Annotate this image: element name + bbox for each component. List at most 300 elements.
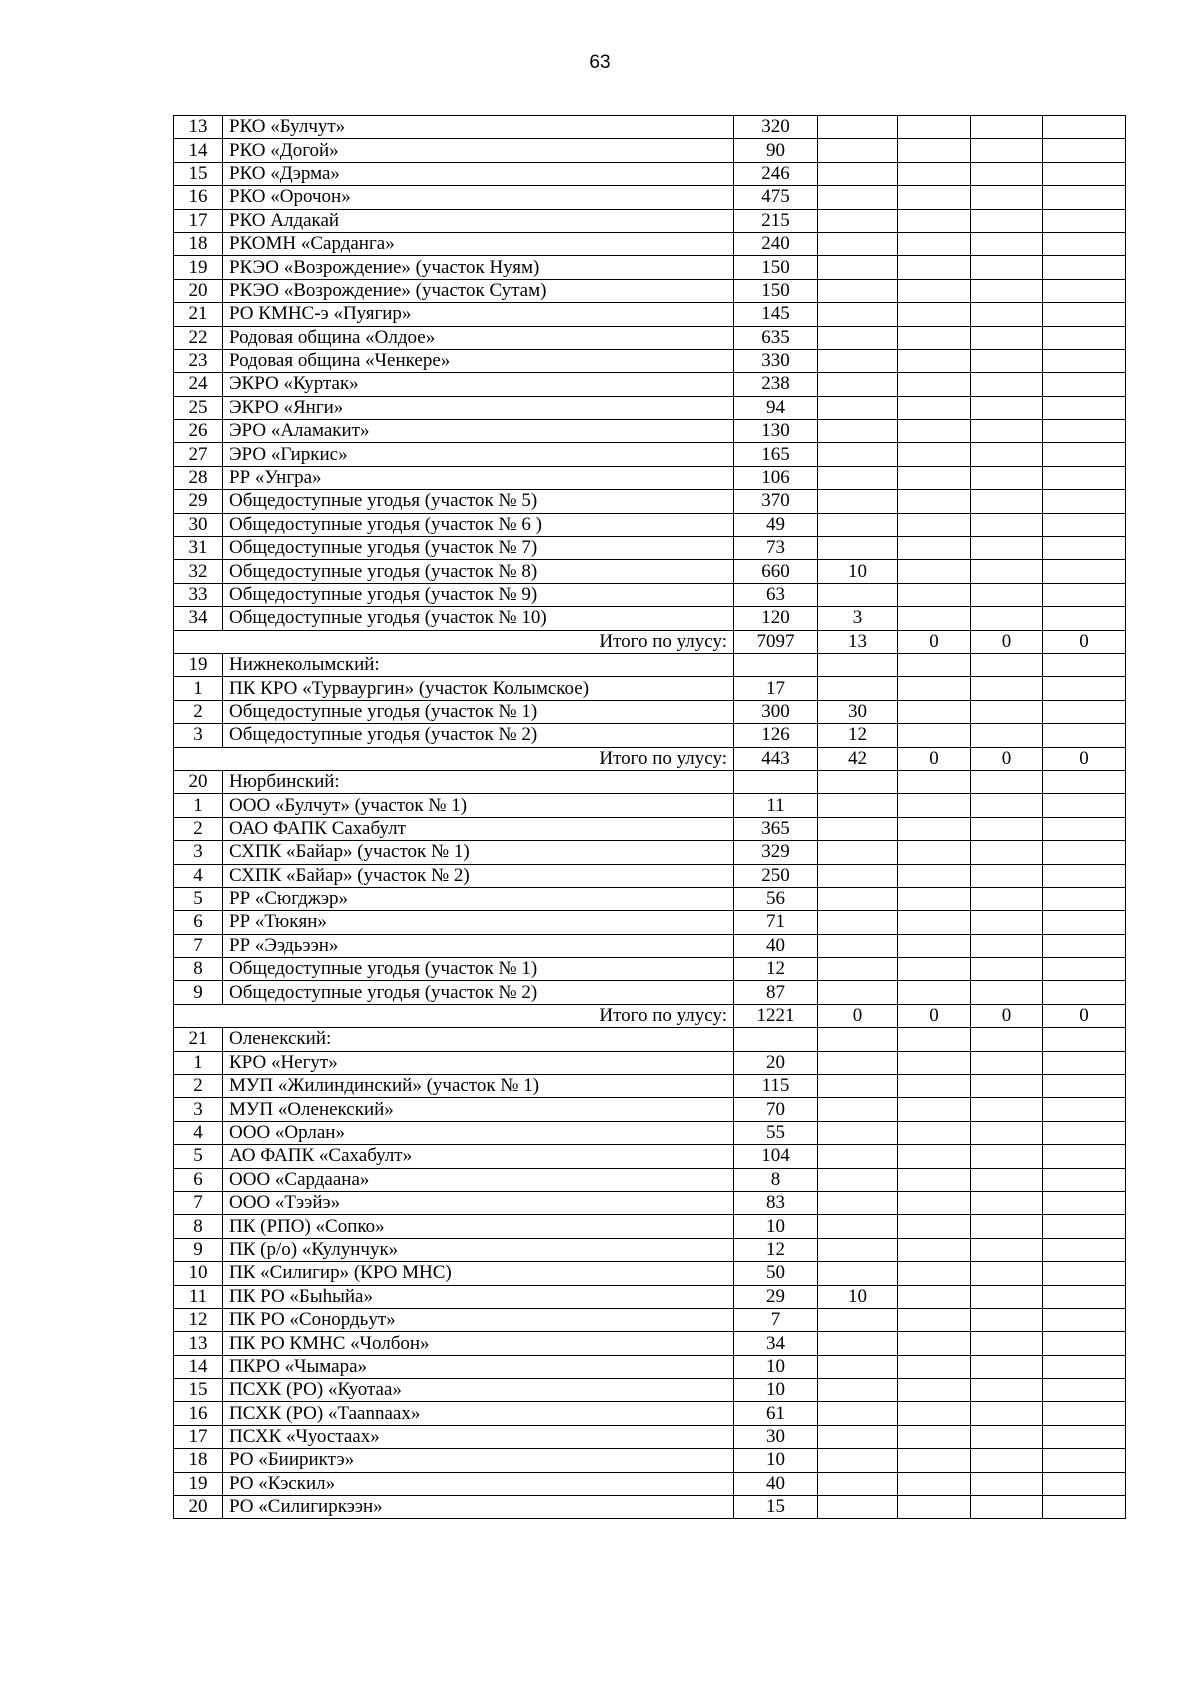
value-cell-5: [1043, 700, 1126, 723]
row-number: 32: [174, 560, 223, 583]
row-number: 34: [174, 607, 223, 630]
value-cell-2: [818, 653, 898, 676]
value-cell-2: [818, 373, 898, 396]
value-cell-5: [1043, 981, 1126, 1004]
table-row: [174, 1425, 1126, 1448]
value-cell-4: [971, 1496, 1043, 1519]
value-cell-3: [898, 1075, 971, 1098]
value-cell-4: [971, 841, 1043, 864]
value-cell-2: [818, 1449, 898, 1472]
value-cell-2: [818, 1472, 898, 1495]
value-cell-2: 13: [818, 630, 898, 653]
value-cell-3: [898, 1262, 971, 1285]
row-number: 17: [174, 209, 223, 232]
district-name: Оленекский:: [223, 1028, 734, 1051]
value-cell-3: [898, 1145, 971, 1168]
value-cell-2: [818, 794, 898, 817]
value-cell-3: [898, 396, 971, 419]
value-cell-5: [1043, 116, 1126, 139]
value-cell-5: [1043, 326, 1126, 349]
organization-name: ЭКРО «Куртак»: [223, 373, 734, 396]
value-cell-3: [898, 607, 971, 630]
value-cell-2: [818, 537, 898, 560]
table-row: [174, 1355, 1126, 1378]
value-cell-2: [818, 256, 898, 279]
table-row: [174, 794, 1126, 817]
value-cell-5: [1043, 1191, 1126, 1214]
value-cell-4: [971, 162, 1043, 185]
row-number: 3: [174, 724, 223, 747]
value-cell-1: 10: [734, 1215, 818, 1238]
value-cell-2: 0: [818, 1004, 898, 1027]
table-row: [174, 1308, 1126, 1331]
value-cell-3: [898, 349, 971, 372]
table-row: [174, 700, 1126, 723]
total-row: [174, 630, 1126, 653]
value-cell-2: [818, 1238, 898, 1261]
section-row: [174, 770, 1126, 793]
row-number: 23: [174, 349, 223, 372]
value-cell-3: [898, 841, 971, 864]
district-name: Нижнеколымский:: [223, 653, 734, 676]
value-cell-4: [971, 1191, 1043, 1214]
organization-name: Общедоступные угодья (участок № 9): [223, 583, 734, 606]
value-cell-1: 126: [734, 724, 818, 747]
organization-name: Общедоступные угодья (участок № 1): [223, 700, 734, 723]
value-cell-2: 42: [818, 747, 898, 770]
value-cell-4: [971, 420, 1043, 443]
value-cell-2: [818, 1402, 898, 1425]
value-cell-4: [971, 490, 1043, 513]
table-row: [174, 724, 1126, 747]
value-cell-3: [898, 1425, 971, 1448]
row-number: 1: [174, 794, 223, 817]
value-cell-4: [971, 1402, 1043, 1425]
table-row: [174, 162, 1126, 185]
row-number: 3: [174, 841, 223, 864]
value-cell-4: [971, 1121, 1043, 1144]
table-row: [174, 232, 1126, 255]
value-cell-3: [898, 1051, 971, 1074]
value-cell-3: [898, 1402, 971, 1425]
value-cell-1: 475: [734, 186, 818, 209]
table-row: [174, 279, 1126, 302]
value-cell-1: 145: [734, 303, 818, 326]
organization-name: СХПК «Байар» (участок № 2): [223, 864, 734, 887]
value-cell-5: [1043, 817, 1126, 840]
table-row: [174, 560, 1126, 583]
row-number: 30: [174, 513, 223, 536]
value-cell-2: [818, 232, 898, 255]
value-cell-3: [898, 1472, 971, 1495]
value-cell-3: [898, 139, 971, 162]
value-cell-1: 34: [734, 1332, 818, 1355]
row-number: 14: [174, 1355, 223, 1378]
organization-name: РКЭО «Возрождение» (участок Нуям): [223, 256, 734, 279]
organization-name: Общедоступные угодья (участок № 6 ): [223, 513, 734, 536]
table-row: [174, 443, 1126, 466]
row-number: 25: [174, 396, 223, 419]
value-cell-5: [1043, 958, 1126, 981]
value-cell-3: [898, 1496, 971, 1519]
value-cell-2: [818, 1379, 898, 1402]
value-cell-3: 0: [898, 747, 971, 770]
organization-name: РО «Биириктэ»: [223, 1449, 734, 1472]
value-cell-1: 55: [734, 1121, 818, 1144]
table-row: [174, 1145, 1126, 1168]
value-cell-2: [818, 1332, 898, 1355]
table-row: [174, 958, 1126, 981]
value-cell-4: [971, 1379, 1043, 1402]
table-row: [174, 326, 1126, 349]
value-cell-2: [818, 1098, 898, 1121]
value-cell-1: 330: [734, 349, 818, 372]
value-cell-2: 10: [818, 1285, 898, 1308]
organization-name: РР «Сюгджэр»: [223, 887, 734, 910]
value-cell-2: 3: [818, 607, 898, 630]
value-cell-5: [1043, 1262, 1126, 1285]
value-cell-4: [971, 373, 1043, 396]
value-cell-4: [971, 1308, 1043, 1331]
value-cell-3: [898, 887, 971, 910]
value-cell-1: 87: [734, 981, 818, 1004]
value-cell-4: [971, 256, 1043, 279]
value-cell-1: 238: [734, 373, 818, 396]
organization-name: ПК (РПО) «Сопко»: [223, 1215, 734, 1238]
value-cell-1: 49: [734, 513, 818, 536]
value-cell-5: [1043, 1402, 1126, 1425]
value-cell-4: [971, 1285, 1043, 1308]
value-cell-4: [971, 887, 1043, 910]
value-cell-3: [898, 279, 971, 302]
organization-name: ЭРО «Аламакит»: [223, 420, 734, 443]
value-cell-5: [1043, 1145, 1126, 1168]
value-cell-5: [1043, 1215, 1126, 1238]
row-number: 20: [174, 770, 223, 793]
table-row: [174, 607, 1126, 630]
table-row: [174, 1449, 1126, 1472]
row-number: 1: [174, 1051, 223, 1074]
value-cell-1: 10: [734, 1355, 818, 1378]
table-row: [174, 1098, 1126, 1121]
value-cell-4: [971, 1098, 1043, 1121]
value-cell-2: [818, 396, 898, 419]
row-number: 8: [174, 1215, 223, 1238]
row-number: 20: [174, 279, 223, 302]
value-cell-4: [971, 794, 1043, 817]
row-number: 15: [174, 1379, 223, 1402]
value-cell-4: [971, 911, 1043, 934]
value-cell-4: [971, 1028, 1043, 1051]
table-row: [174, 186, 1126, 209]
value-cell-1: 1221: [734, 1004, 818, 1027]
row-number: 5: [174, 887, 223, 910]
value-cell-5: [1043, 162, 1126, 185]
value-cell-2: [818, 349, 898, 372]
organization-name: ООО «Тээйэ»: [223, 1191, 734, 1214]
value-cell-1: 20: [734, 1051, 818, 1074]
value-cell-1: 443: [734, 747, 818, 770]
value-cell-2: [818, 817, 898, 840]
value-cell-4: [971, 817, 1043, 840]
value-cell-2: [818, 1028, 898, 1051]
table-row: [174, 139, 1126, 162]
value-cell-4: [971, 303, 1043, 326]
value-cell-3: [898, 116, 971, 139]
table-body: [174, 116, 1126, 1519]
total-label: Итого по улусу:: [174, 1004, 734, 1027]
organization-name: Общедоступные угодья (участок № 2): [223, 981, 734, 1004]
value-cell-4: [971, 934, 1043, 957]
value-cell-3: [898, 466, 971, 489]
value-cell-1: 83: [734, 1191, 818, 1214]
value-cell-2: [818, 326, 898, 349]
organization-name: ЭКРО «Янги»: [223, 396, 734, 419]
value-cell-5: [1043, 420, 1126, 443]
value-cell-2: [818, 466, 898, 489]
row-number: 29: [174, 490, 223, 513]
value-cell-3: [898, 1238, 971, 1261]
organization-name: СХПК «Байар» (участок № 1): [223, 841, 734, 864]
value-cell-5: 0: [1043, 747, 1126, 770]
table-row: [174, 981, 1126, 1004]
table-row: [174, 934, 1126, 957]
organization-name: ЭРО «Гиркис»: [223, 443, 734, 466]
district-name: Нюрбинский:: [223, 770, 734, 793]
value-cell-1: 73: [734, 537, 818, 560]
organization-name: РКО «Догой»: [223, 139, 734, 162]
table-row: [174, 817, 1126, 840]
value-cell-2: [818, 209, 898, 232]
value-cell-1: 71: [734, 911, 818, 934]
value-cell-2: [818, 583, 898, 606]
value-cell-5: [1043, 1449, 1126, 1472]
value-cell-2: [818, 443, 898, 466]
value-cell-2: [818, 1075, 898, 1098]
row-number: 19: [174, 1472, 223, 1495]
organization-name: МУП «Жилиндинский» (участок № 1): [223, 1075, 734, 1098]
value-cell-2: [818, 162, 898, 185]
value-cell-5: [1043, 139, 1126, 162]
row-number: 3: [174, 1098, 223, 1121]
value-cell-1: 240: [734, 232, 818, 255]
value-cell-3: [898, 537, 971, 560]
table-row: [174, 864, 1126, 887]
value-cell-1: [734, 653, 818, 676]
value-cell-5: [1043, 1168, 1126, 1191]
value-cell-2: 10: [818, 560, 898, 583]
value-cell-5: [1043, 396, 1126, 419]
organization-name: ПК «Силигир» (КРО МНС): [223, 1262, 734, 1285]
table-row: [174, 513, 1126, 536]
value-cell-3: [898, 232, 971, 255]
value-cell-1: 150: [734, 256, 818, 279]
row-number: 14: [174, 139, 223, 162]
organization-name: АО ФАПК «Сахабулт»: [223, 1145, 734, 1168]
value-cell-1: 90: [734, 139, 818, 162]
row-number: 9: [174, 1238, 223, 1261]
table-row: [174, 303, 1126, 326]
value-cell-1: 17: [734, 677, 818, 700]
value-cell-2: [818, 911, 898, 934]
value-cell-3: [898, 583, 971, 606]
value-cell-1: 300: [734, 700, 818, 723]
value-cell-4: [971, 1168, 1043, 1191]
value-cell-2: [818, 958, 898, 981]
value-cell-5: [1043, 1472, 1126, 1495]
organization-name: ПК КРО «Турваургин» (участок Колымское): [223, 677, 734, 700]
value-cell-3: [898, 373, 971, 396]
table-row: [174, 1215, 1126, 1238]
row-number: 11: [174, 1285, 223, 1308]
row-number: 4: [174, 1121, 223, 1144]
value-cell-3: 0: [898, 630, 971, 653]
organization-name: Общедоступные угодья (участок № 2): [223, 724, 734, 747]
table-row: [174, 1262, 1126, 1285]
value-cell-1: 165: [734, 443, 818, 466]
value-cell-3: [898, 1215, 971, 1238]
value-cell-5: [1043, 1075, 1126, 1098]
value-cell-4: [971, 443, 1043, 466]
value-cell-5: [1043, 1355, 1126, 1378]
value-cell-4: [971, 186, 1043, 209]
organization-name: РКО «Дэрма»: [223, 162, 734, 185]
value-cell-3: [898, 817, 971, 840]
value-cell-5: [1043, 607, 1126, 630]
value-cell-4: [971, 1145, 1043, 1168]
value-cell-1: 70: [734, 1098, 818, 1121]
table-row: [174, 1075, 1126, 1098]
row-number: 6: [174, 1168, 223, 1191]
page-number: 63: [589, 52, 611, 73]
value-cell-4: [971, 396, 1043, 419]
value-cell-5: [1043, 560, 1126, 583]
organization-name: ПСХК «Чуостаах»: [223, 1425, 734, 1448]
row-number: 10: [174, 1262, 223, 1285]
organization-name: ПСХК (РО) «Таannaах»: [223, 1402, 734, 1425]
value-cell-3: [898, 1379, 971, 1402]
value-cell-4: [971, 1238, 1043, 1261]
value-cell-3: [898, 1098, 971, 1121]
row-number: 5: [174, 1145, 223, 1168]
value-cell-2: [818, 1121, 898, 1144]
value-cell-5: [1043, 794, 1126, 817]
organization-name: ООО «Булчут» (участок № 1): [223, 794, 734, 817]
value-cell-1: 11: [734, 794, 818, 817]
value-cell-2: [818, 1145, 898, 1168]
value-cell-5: [1043, 232, 1126, 255]
table-row: [174, 583, 1126, 606]
value-cell-4: [971, 981, 1043, 1004]
value-cell-4: [971, 770, 1043, 793]
value-cell-4: 0: [971, 1004, 1043, 1027]
value-cell-5: [1043, 537, 1126, 560]
value-cell-2: [818, 1051, 898, 1074]
organization-name: ПК РО КМНС «Чолбон»: [223, 1332, 734, 1355]
value-cell-5: [1043, 1379, 1126, 1402]
value-cell-2: 30: [818, 700, 898, 723]
organization-name: ООО «Орлан»: [223, 1121, 734, 1144]
row-number: 4: [174, 864, 223, 887]
row-number: 22: [174, 326, 223, 349]
value-cell-5: [1043, 303, 1126, 326]
value-cell-4: [971, 1262, 1043, 1285]
value-cell-2: [818, 513, 898, 536]
organization-name: РКО «Орочон»: [223, 186, 734, 209]
row-number: 18: [174, 232, 223, 255]
total-row: [174, 747, 1126, 770]
value-cell-5: [1043, 677, 1126, 700]
organization-name: РКЭО «Возрождение» (участок Сутам): [223, 279, 734, 302]
table-row: [174, 349, 1126, 372]
value-cell-3: [898, 864, 971, 887]
row-number: 2: [174, 1075, 223, 1098]
row-number: 2: [174, 817, 223, 840]
row-number: 26: [174, 420, 223, 443]
value-cell-1: 635: [734, 326, 818, 349]
value-cell-3: [898, 1121, 971, 1144]
value-cell-1: 130: [734, 420, 818, 443]
value-cell-3: [898, 770, 971, 793]
value-cell-3: [898, 1355, 971, 1378]
value-cell-2: [818, 1215, 898, 1238]
value-cell-5: [1043, 490, 1126, 513]
value-cell-5: [1043, 1285, 1126, 1308]
row-number: 31: [174, 537, 223, 560]
row-number: 16: [174, 186, 223, 209]
value-cell-3: [898, 653, 971, 676]
value-cell-4: [971, 1472, 1043, 1495]
value-cell-3: [898, 794, 971, 817]
value-cell-4: [971, 326, 1043, 349]
value-cell-1: 12: [734, 958, 818, 981]
table-row: [174, 1191, 1126, 1214]
row-number: 2: [174, 700, 223, 723]
organization-name: КРО «Негут»: [223, 1051, 734, 1074]
value-cell-3: [898, 162, 971, 185]
organization-name: ПКРО «Чымара»: [223, 1355, 734, 1378]
organization-name: Общедоступные угодья (участок № 8): [223, 560, 734, 583]
row-number: 15: [174, 162, 223, 185]
value-cell-1: 40: [734, 1472, 818, 1495]
row-number: 27: [174, 443, 223, 466]
table-row: [174, 1472, 1126, 1495]
value-cell-2: [818, 677, 898, 700]
value-cell-4: 0: [971, 747, 1043, 770]
total-row: [174, 1004, 1126, 1027]
value-cell-1: 329: [734, 841, 818, 864]
value-cell-3: [898, 1168, 971, 1191]
table-row: [174, 396, 1126, 419]
value-cell-1: 7: [734, 1308, 818, 1331]
table-row: [174, 1285, 1126, 1308]
value-cell-5: [1043, 1496, 1126, 1519]
value-cell-4: [971, 349, 1043, 372]
value-cell-5: [1043, 770, 1126, 793]
row-number: 8: [174, 958, 223, 981]
value-cell-3: [898, 1449, 971, 1472]
value-cell-2: [818, 981, 898, 1004]
value-cell-5: [1043, 583, 1126, 606]
value-cell-3: [898, 1028, 971, 1051]
value-cell-5: [1043, 887, 1126, 910]
hunting-grounds-table: [173, 115, 1126, 1519]
value-cell-4: [971, 1051, 1043, 1074]
value-cell-1: 7097: [734, 630, 818, 653]
value-cell-1: 29: [734, 1285, 818, 1308]
value-cell-1: [734, 770, 818, 793]
value-cell-4: [971, 232, 1043, 255]
